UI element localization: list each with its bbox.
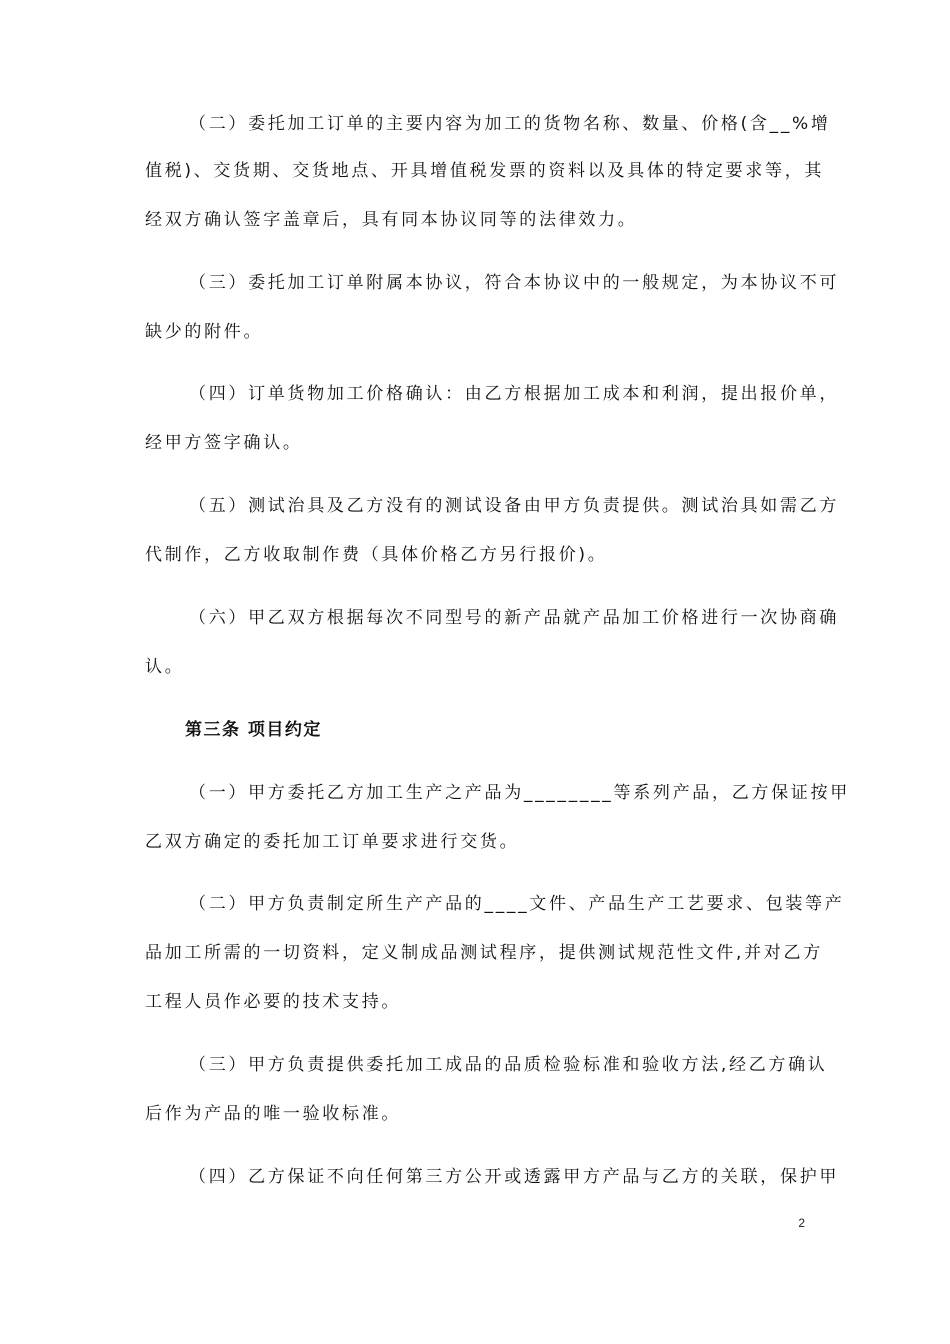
text-line: 乙双方确定的委托加工订单要求进行交货。	[145, 832, 520, 852]
text-line: 品加工所需的一切资料，定义制成品测试程序，提供测试规范性文件,并对乙方	[145, 943, 823, 963]
text-line: 经双方确认签字盖章后，具有同本协议同等的法律效力。	[145, 210, 638, 230]
text-line: 经甲方签字确认。	[145, 433, 303, 453]
text-line: （四）乙方保证不向任何第三方公开或透露甲方产品与乙方的关联，保护甲	[189, 1167, 840, 1187]
text-line: （三）委托加工订单附属本协议，符合本协议中的一般规定，为本协议不可	[189, 273, 840, 293]
text-line: 后作为产品的唯一验收标准。	[145, 1104, 402, 1124]
section-heading: 第三条 项目约定	[185, 720, 322, 740]
text-line: （五）测试治具及乙方没有的测试设备由甲方负责提供。测试治具如需乙方	[189, 496, 840, 516]
text-line: （二）甲方负责制定所生产产品的____文件、产品生产工艺要求、包装等产	[189, 894, 845, 914]
text-line: （三）甲方负责提供委托加工成品的品质检验标准和验收方法,经乙方确认	[189, 1055, 828, 1075]
text-line: 值税)、交货期、交货地点、开具增值税发票的资料以及具体的特定要求等，其	[145, 161, 825, 181]
page-number: 2	[798, 1216, 805, 1230]
text-line: （二）委托加工订单的主要内容为加工的货物名称、数量、价格(含__%增	[189, 114, 831, 134]
text-line: 工程人员作必要的技术支持。	[145, 992, 402, 1012]
text-line: 代制作，乙方收取制作费（具体价格乙方另行报价)。	[145, 545, 608, 565]
text-line: 缺少的附件。	[145, 322, 264, 342]
text-line: （四）订单货物加工价格确认：由乙方根据加工成本和利润，提出报价单，	[189, 384, 840, 404]
text-line: 认。	[145, 657, 185, 677]
text-line: （一）甲方委托乙方加工生产之产品为________等系列产品，乙方保证按甲	[189, 783, 850, 803]
text-line: （六）甲乙双方根据每次不同型号的新产品就产品加工价格进行一次协商确	[189, 608, 840, 628]
